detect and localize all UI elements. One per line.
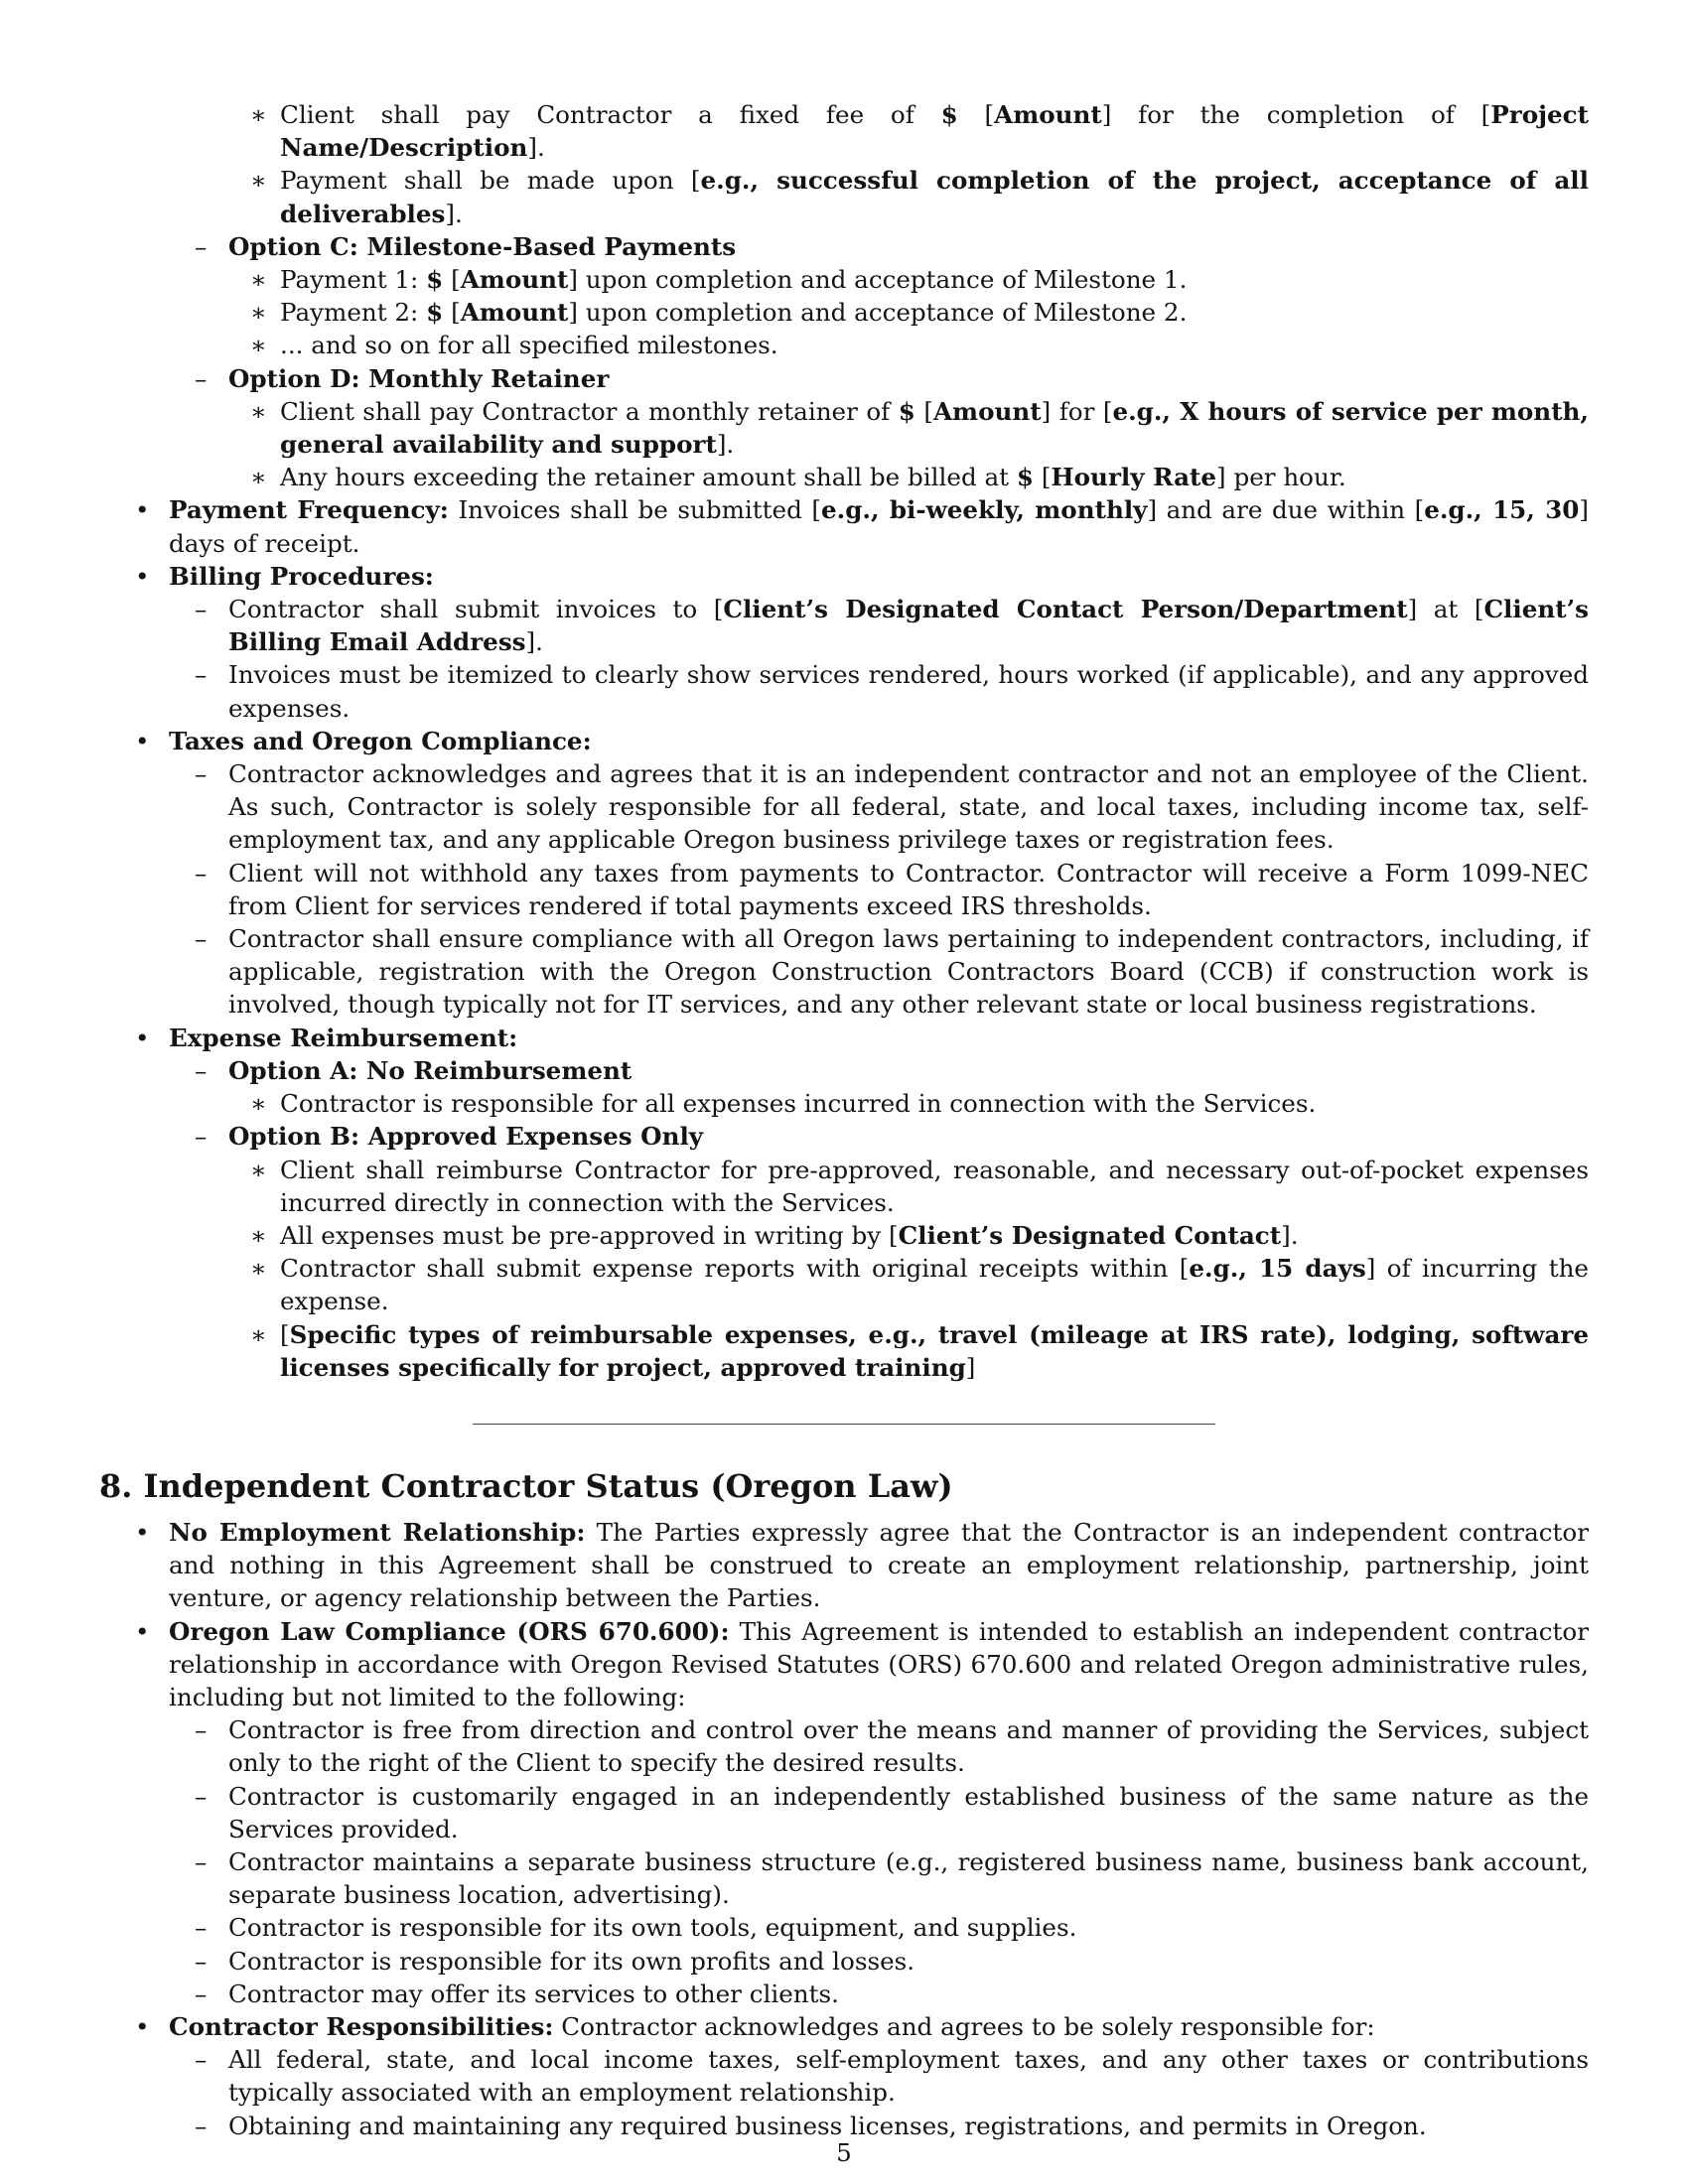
- list-item: – Contractor acknowledges and agrees that it is an independent contractor and not an employee of the Client. As such, Contractor is solely responsible for all federal, state, and local taxes, including income tax, self-employment tax, and any applicable Oregon business privilege taxes or registration fees.: [195, 759, 1589, 855]
- list-item: – Obtaining and maintaining any required business licenses, registrations, and permits in Oregon.: [99, 2110, 1589, 2142]
- list-item: • No Employment Relationship: The Parties expressly agree that the Contractor is an independent contractor and nothing in this Agreement shall be construed to create an employment relationship, partnership, joint venture, or agency relationship between the Parties.: [135, 1517, 1589, 1613]
- list-item: ∗ Any hours exceeding the retainer amount shall be billed at $ [Hourly Rate] per hour.: [99, 461, 1589, 493]
- list-item: • Payment Frequency: Invoices shall be submitted [e.g., bi-weekly, monthly] and are due within [e.g., 15, 30] days of receipt.: [135, 495, 1589, 558]
- section-heading: 8. Independent Contractor Status (Oregon Law): [99, 1466, 953, 1505]
- list-item: – Contractor is responsible for its own profits and losses.: [99, 1945, 1589, 1978]
- dash-marker: –: [195, 759, 208, 789]
- item-label: Billing Procedures:: [169, 561, 434, 591]
- star-marker: ∗: [250, 463, 267, 492]
- dash-marker: –: [195, 1055, 208, 1085]
- list-item: [99, 1022, 1589, 1054]
- option-heading: Option D: Monthly Retainer: [228, 363, 610, 393]
- star-marker: ∗: [250, 1254, 267, 1284]
- list-item: – Contractor is responsible for its own tools, equipment, and supplies.: [99, 1911, 1589, 1944]
- item-label: No Employment Relationship:: [169, 1517, 586, 1547]
- list-item: [99, 560, 1589, 593]
- section-divider: [473, 1424, 1215, 1425]
- list-item: – Client will not withhold any taxes from payments to Contractor. Contractor will receive a Form 1099-NEC from Client for services rendered if total payments exceed IRS thresholds.: [195, 858, 1589, 920]
- dash-marker: –: [195, 1715, 208, 1745]
- list-item: ∗ ... and so on for all specified milestones.: [99, 329, 1589, 361]
- list-item: ∗ Payment 1: $ [Amount] upon completion and acceptance of Milestone 1.: [99, 263, 1589, 296]
- list-item: ∗ Client shall reimburse Contractor for pre-approved, reasonable, and necessary out-of-pocket expenses incurred directly in connection with the Services.: [250, 1155, 1589, 1217]
- star-marker: ∗: [250, 1155, 267, 1184]
- star-marker: ∗: [250, 1089, 267, 1119]
- list-item: – Contractor shall ensure compliance with all Oregon laws pertaining to independent contractors, including, if applicable, registration with the Oregon Construction Contractors Board (CCB) if construction work is involved, though typically not for IT services, and any other relevant state or local business registrations.: [195, 924, 1589, 1020]
- dash-marker: –: [195, 1913, 208, 1943]
- list-item: [99, 1054, 1589, 1087]
- bullet-marker: •: [135, 1616, 150, 1646]
- item-label: Oregon Law Compliance (ORS 670.600):: [169, 1616, 730, 1646]
- list-item: ∗ Client shall pay Contractor a monthly retainer of $ [Amount] for [e.g., X hours of service per month, general availability and support].: [250, 396, 1589, 460]
- option-heading: Option B: Approved Expenses Only: [228, 1122, 704, 1152]
- list-item: [99, 230, 1589, 263]
- list-item: – Contractor maintains a separate business structure (e.g., registered business name, business bank account, separate business location, advertising).: [195, 1846, 1589, 1910]
- option-heading: Option C: Milestone-Based Payments: [228, 231, 737, 261]
- dash-marker: –: [195, 858, 208, 887]
- bullet-marker: •: [135, 495, 150, 525]
- list-item: ∗ All expenses must be pre-approved in writing by [Client’s Designated Contact].: [99, 1219, 1589, 1252]
- star-marker: ∗: [250, 166, 267, 196]
- list-item: – Invoices must be itemized to clearly show services rendered, hours worked (if applicable), and any approved expenses.: [195, 660, 1589, 723]
- list-item: • Oregon Law Compliance (ORS 670.600): This Agreement is intended to establish an independent contractor relationship in accordance with Oregon Revised Statutes (ORS) 670.600 and related Oregon administrative rules, including but not limited to the following:: [135, 1616, 1589, 1711]
- list-item: [99, 725, 1589, 757]
- dash-marker: –: [195, 660, 208, 690]
- list-item: – All federal, state, and local income taxes, self-employment taxes, and any other taxes or contributions typically associated with an employment relationship.: [195, 2045, 1589, 2108]
- dash-marker: –: [195, 363, 208, 393]
- item-label: Expense Reimbursement:: [169, 1023, 518, 1052]
- dash-marker: –: [195, 1846, 208, 1876]
- dash-marker: –: [195, 1781, 208, 1811]
- bullet-marker: •: [135, 2011, 150, 2041]
- item-label: Contractor Responsibilities:: [169, 2011, 554, 2041]
- star-marker: ∗: [250, 331, 267, 360]
- star-marker: ∗: [250, 265, 267, 295]
- page-number: 5: [836, 2138, 852, 2167]
- list-item: [99, 1120, 1589, 1153]
- list-item: – Contractor is free from direction and control over the means and manner of providing the Services, subject only to the right of the Client to specify the desired results.: [195, 1715, 1589, 1778]
- bullet-marker: •: [135, 726, 150, 755]
- option-heading: Option A: No Reimbursement: [228, 1055, 633, 1085]
- list-item: – Contractor shall submit invoices to [Client’s Designated Contact Person/Department] at [Client’s Billing Email Address].: [195, 595, 1589, 657]
- bullet-marker: •: [135, 1023, 150, 1052]
- list-item: ∗ Client shall pay Contractor a fixed fee of $ [Amount] for the completion of [Project Name/Description].: [250, 100, 1589, 163]
- item-label: Taxes and Oregon Compliance:: [169, 726, 592, 755]
- bullet-marker: •: [135, 561, 150, 591]
- list-item: ∗ [Specific types of reimbursable expenses, e.g., travel (mileage at IRS rate), lodging, software licenses specifically for project, approved training]: [250, 1319, 1589, 1382]
- dash-marker: –: [195, 2111, 208, 2140]
- dash-marker: –: [195, 1122, 208, 1152]
- item-label: Payment Frequency:: [169, 495, 449, 525]
- list-item: ∗ Contractor is responsible for all expenses incurred in connection with the Services.: [99, 1087, 1589, 1120]
- dash-marker: –: [195, 1946, 208, 1976]
- list-item: – Contractor may offer its services to other clients.: [99, 1978, 1589, 2010]
- star-marker: ∗: [250, 396, 267, 426]
- dash-marker: –: [195, 924, 208, 954]
- star-marker: ∗: [250, 1220, 267, 1250]
- list-item: – Contractor is customarily engaged in an independently established business of the same nature as the Services provided.: [195, 1781, 1589, 1843]
- star-marker: ∗: [250, 1319, 267, 1349]
- dash-marker: –: [195, 595, 208, 624]
- list-item: [99, 362, 1589, 395]
- list-item: • Contractor Responsibilities: Contractor acknowledges and agrees to be solely responsible for:: [99, 2010, 1589, 2043]
- document-body: [99, 98, 1589, 2142]
- dash-marker: –: [195, 1979, 208, 2008]
- dash-marker: –: [195, 2045, 208, 2075]
- star-marker: ∗: [250, 298, 267, 328]
- star-marker: ∗: [250, 100, 267, 129]
- list-item: ∗ Payment 2: $ [Amount] upon completion and acceptance of Milestone 2.: [99, 296, 1589, 329]
- dash-marker: –: [195, 231, 208, 261]
- list-item: ∗ Payment shall be made upon [e.g., successful completion of the project, acceptance of all deliverables].: [250, 166, 1589, 228]
- bullet-marker: •: [135, 1517, 150, 1547]
- list-item: ∗ Contractor shall submit expense reports with original receipts within [e.g., 15 days] of incurring the expense.: [250, 1254, 1589, 1316]
